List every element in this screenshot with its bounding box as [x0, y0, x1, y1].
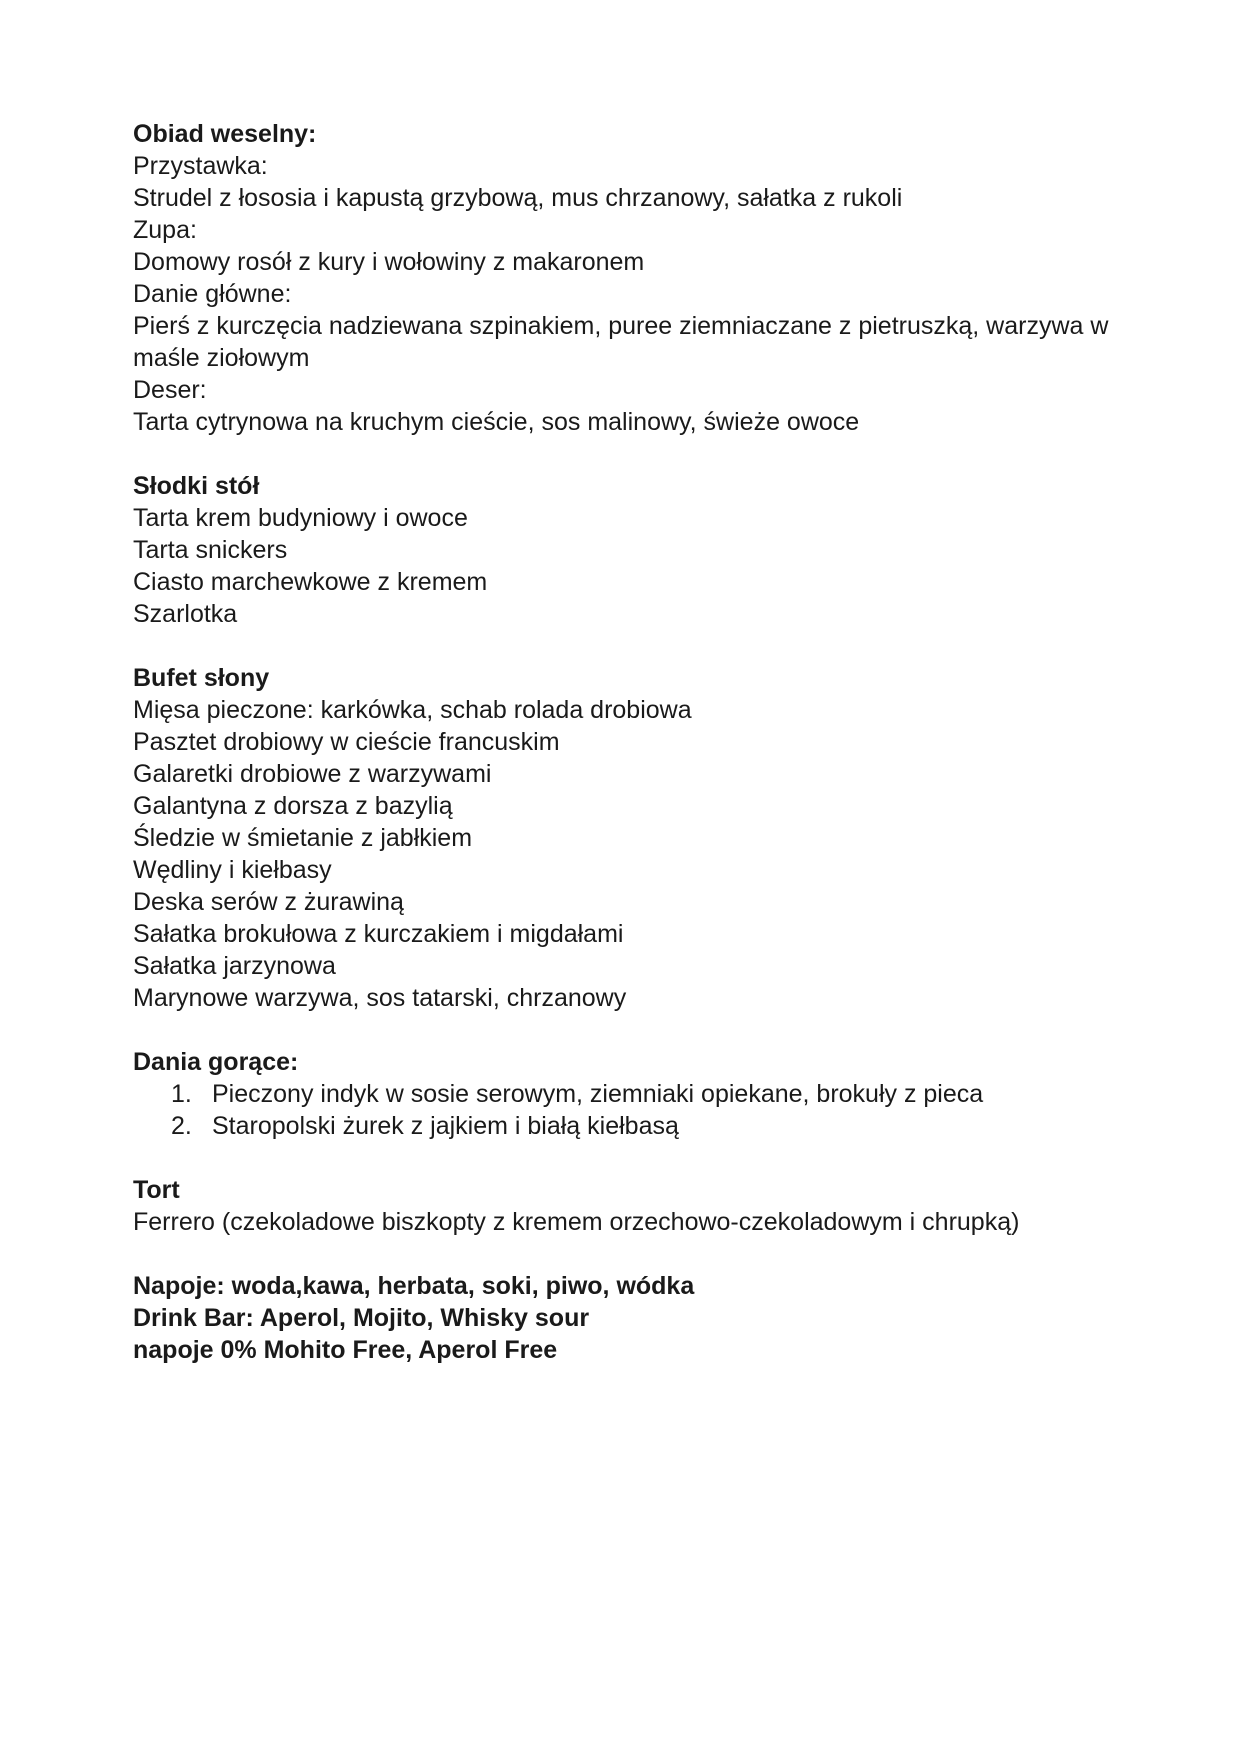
spacer [133, 1238, 1123, 1270]
section-heading: Dania gorące: [133, 1048, 299, 1076]
course-description: Pierś z kurczęcia nadziewana szpinakiem, puree ziemniaczane z pietruszką, warzywa w [133, 312, 1109, 340]
list-item [133, 1110, 1123, 1142]
list-item: Galantyna z dorsza z bazylią [133, 792, 453, 820]
list-item: Śledzie w śmietanie z jabłkiem [133, 824, 473, 852]
list-item: Tarta snickers [133, 536, 288, 564]
spacer [133, 1014, 1123, 1046]
menu-document [133, 118, 1123, 1366]
section-slodki-stol [133, 470, 1123, 630]
section-heading: Bufet słony [133, 664, 270, 692]
list-item: Tarta krem budyniowy i owoce [133, 504, 468, 532]
list-number: 2. [171, 1112, 192, 1140]
list-item: Pasztet drobiowy w cieście francuskim [133, 728, 560, 756]
list-number: 1. [171, 1080, 192, 1108]
course-label: Przystawka: [133, 152, 268, 180]
list-item-text: Pieczony indyk w sosie serowym, ziemniaki opiekane, brokuły z pieca [212, 1080, 984, 1108]
list-item: Sałatka jarzynowa [133, 952, 336, 980]
section-tort [133, 1174, 1123, 1238]
numbered-list [133, 1078, 1123, 1142]
spacer [133, 630, 1123, 662]
section-napoje [133, 1270, 1123, 1366]
section-bufet-slony [133, 662, 1123, 1014]
drink-bar-line: Drink Bar: Aperol, Mojito, Whisky sour [133, 1304, 590, 1332]
course-description: maśle ziołowym [133, 344, 310, 372]
zero-drinks-line: napoje 0% Mohito Free, Aperol Free [133, 1336, 558, 1364]
section-dania-gorace [133, 1046, 1123, 1142]
list-item: Sałatka brokułowa z kurczakiem i migdałami [133, 920, 624, 948]
list-item: Wędliny i kiełbasy [133, 856, 332, 884]
course-label: Zupa: [133, 216, 197, 244]
section-heading: Obiad weselny: [133, 120, 317, 148]
list-item-text: Staropolski żurek z jajkiem i białą kiełbasą [212, 1112, 679, 1140]
section-obiad-weselny [133, 118, 1123, 438]
drinks-line: Napoje: woda,kawa, herbata, soki, piwo, wódka [133, 1272, 695, 1300]
section-heading: Tort [133, 1176, 180, 1204]
list-item [133, 1078, 1123, 1110]
list-item: Marynowe warzywa, sos tatarski, chrzanowy [133, 984, 627, 1012]
spacer [133, 438, 1123, 470]
course-label: Deser: [133, 376, 207, 404]
course-description: Domowy rosół z kury i wołowiny z makaronem [133, 248, 645, 276]
list-item: Mięsa pieczone: karkówka, schab rolada drobiowa [133, 696, 692, 724]
section-heading: Słodki stół [133, 472, 260, 500]
tort-description: Ferrero (czekoladowe biszkopty z kremem orzechowo-czekoladowym i chrupką) [133, 1208, 1020, 1236]
list-item: Deska serów z żurawiną [133, 888, 404, 916]
course-description: Tarta cytrynowa na kruchym cieście, sos malinowy, świeże owoce [133, 408, 860, 436]
list-item: Szarlotka [133, 600, 238, 628]
spacer [133, 1142, 1123, 1174]
list-item: Ciasto marchewkowe z kremem [133, 568, 488, 596]
course-label: Danie główne: [133, 280, 292, 308]
course-description: Strudel z łososia i kapustą grzybową, mus chrzanowy, sałatka z rukoli [133, 184, 903, 212]
list-item: Galaretki drobiowe z warzywami [133, 760, 492, 788]
